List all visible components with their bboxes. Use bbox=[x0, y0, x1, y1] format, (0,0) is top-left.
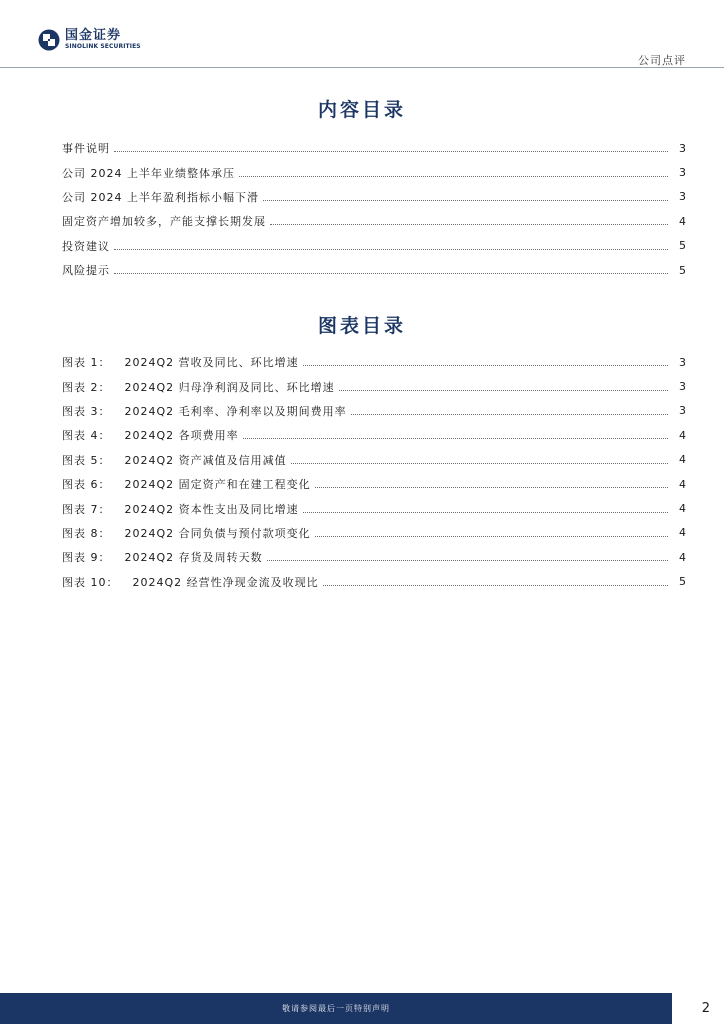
figure-entry-number: 图表 2： bbox=[62, 380, 111, 394]
contents-entry-label bbox=[62, 165, 237, 181]
figure-entry-text: 2024Q2 固定资产和在建工程变化 bbox=[124, 478, 311, 492]
figure-entry-number: 图表 7： bbox=[62, 502, 111, 516]
figure-entry-label bbox=[62, 549, 265, 565]
figure-entry-number: 图表 1： bbox=[62, 356, 111, 370]
contents-entry[interactable] bbox=[62, 160, 686, 184]
dot-leader bbox=[303, 511, 668, 513]
figure-entry[interactable] bbox=[62, 350, 686, 374]
dot-leader bbox=[114, 272, 668, 274]
contents-entry-label bbox=[62, 238, 112, 254]
figure-entry-label bbox=[62, 379, 337, 395]
figure-entry[interactable] bbox=[62, 374, 686, 398]
contents-entry[interactable] bbox=[62, 185, 686, 209]
figure-entry-page: 4 bbox=[679, 453, 686, 467]
figure-entry-number: 图表 4： bbox=[62, 429, 111, 443]
page-footer bbox=[0, 993, 724, 1024]
figure-entry-text: 2024Q2 合同负债与预付款项变化 bbox=[124, 526, 311, 540]
figure-entry-page: 4 bbox=[679, 550, 686, 564]
dot-leader bbox=[315, 486, 668, 488]
figure-entry[interactable] bbox=[62, 570, 686, 594]
dot-leader bbox=[243, 437, 668, 439]
figure-entry-text: 2024Q2 各项费用率 bbox=[124, 429, 239, 443]
sinolink-logo-icon bbox=[38, 29, 60, 51]
logo-english-name: SINOLINK SECURITIES bbox=[65, 43, 141, 50]
contents-entry-label bbox=[62, 262, 112, 278]
contents-entry-page: 4 bbox=[679, 214, 686, 228]
figure-entry[interactable] bbox=[62, 423, 686, 447]
figure-entry[interactable] bbox=[62, 472, 686, 496]
dot-leader bbox=[323, 584, 668, 586]
figure-entry-text: 2024Q2 资本性支出及同比增速 bbox=[124, 502, 299, 516]
dot-leader bbox=[291, 462, 668, 464]
figure-entry-text: 2024Q2 营收及同比、环比增速 bbox=[124, 356, 299, 370]
figure-entry-label bbox=[62, 403, 349, 419]
contents-entry-text: 公司 2024 上半年业绩整体承压 bbox=[62, 166, 235, 180]
figure-entry-text: 2024Q2 经营性净现金流及收现比 bbox=[132, 575, 319, 589]
figure-entry-label bbox=[62, 525, 313, 541]
figure-entry[interactable] bbox=[62, 496, 686, 520]
figure-entry-number: 图表 9： bbox=[62, 551, 111, 565]
figure-entry-page: 5 bbox=[679, 575, 686, 589]
contents-entry-page: 5 bbox=[679, 239, 686, 253]
figure-entry[interactable] bbox=[62, 521, 686, 545]
figure-entry-number: 图表 10： bbox=[62, 575, 119, 589]
logo-chinese-name: 国金证券 bbox=[65, 28, 122, 43]
contents-entry-page: 3 bbox=[679, 166, 686, 180]
figure-entry-page: 4 bbox=[679, 477, 686, 491]
contents-entry-label bbox=[62, 140, 112, 156]
figures-title: 图表目录 bbox=[317, 315, 406, 337]
figure-entry-label bbox=[62, 476, 313, 492]
figure-entry-label bbox=[62, 452, 289, 468]
figure-entry-page: 3 bbox=[679, 404, 686, 418]
contents-entry-page: 5 bbox=[679, 263, 686, 277]
company-logo bbox=[38, 29, 141, 51]
figure-entry-number: 图表 6： bbox=[62, 478, 111, 492]
page-header bbox=[0, 0, 724, 68]
figure-entry-label bbox=[62, 354, 301, 370]
page-number: 2 bbox=[701, 1001, 710, 1016]
figure-entry[interactable] bbox=[62, 448, 686, 472]
figure-entry-page: 4 bbox=[679, 526, 686, 540]
contents-entry-text: 风险提示 bbox=[62, 264, 110, 278]
figure-entry-number: 图表 8： bbox=[62, 526, 111, 540]
contents-entry-label bbox=[62, 213, 268, 229]
contents-entry-text: 公司 2024 上半年盈利指标小幅下滑 bbox=[62, 190, 259, 204]
header-divider bbox=[0, 67, 724, 68]
figure-entry-number: 图表 5： bbox=[62, 453, 111, 467]
dot-leader bbox=[267, 559, 668, 561]
contents-entry[interactable] bbox=[62, 234, 686, 258]
figure-entry-text: 2024Q2 毛利率、净利率以及期间费用率 bbox=[124, 404, 347, 418]
figure-entry[interactable] bbox=[62, 545, 686, 569]
contents-entry[interactable] bbox=[62, 258, 686, 282]
figures-list bbox=[62, 350, 686, 594]
contents-entry-text: 事件说明 bbox=[62, 142, 110, 156]
dot-leader bbox=[303, 364, 668, 366]
contents-entry-page: 3 bbox=[679, 141, 686, 155]
figure-entry-text: 2024Q2 资产减值及信用减值 bbox=[124, 453, 287, 467]
contents-entry-label bbox=[62, 189, 261, 205]
footer-disclaimer: 敬请参阅最后一页特别声明 bbox=[282, 1004, 390, 1013]
figure-entry-page: 3 bbox=[679, 380, 686, 394]
figure-entry-text: 2024Q2 存货及周转天数 bbox=[124, 551, 263, 565]
contents-entry-page: 3 bbox=[679, 190, 686, 204]
dot-leader bbox=[114, 150, 668, 152]
figure-entry-page: 4 bbox=[679, 502, 686, 516]
figure-entry-label bbox=[62, 427, 241, 443]
dot-leader bbox=[351, 413, 668, 415]
contents-entry-text: 投资建议 bbox=[62, 239, 110, 253]
dot-leader bbox=[239, 175, 668, 177]
report-type-label: 公司点评 bbox=[638, 54, 686, 67]
dot-leader bbox=[315, 535, 668, 537]
dot-leader bbox=[263, 199, 668, 201]
figure-entry-text: 2024Q2 归母净利润及同比、环比增速 bbox=[124, 380, 335, 394]
contents-entry[interactable] bbox=[62, 136, 686, 160]
contents-entry-text: 固定资产增加较多，产能支撑长期发展 bbox=[62, 215, 266, 229]
contents-list bbox=[62, 136, 686, 282]
dot-leader bbox=[270, 223, 668, 225]
dot-leader bbox=[339, 389, 668, 391]
figure-entry-page: 3 bbox=[679, 355, 686, 369]
figure-entry-number: 图表 3： bbox=[62, 404, 111, 418]
figure-entry-page: 4 bbox=[679, 428, 686, 442]
contents-entry[interactable] bbox=[62, 209, 686, 233]
dot-leader bbox=[114, 248, 668, 250]
figure-entry-label bbox=[62, 574, 321, 590]
figure-entry-label bbox=[62, 501, 301, 517]
contents-title: 内容目录 bbox=[317, 99, 406, 121]
figure-entry[interactable] bbox=[62, 399, 686, 423]
